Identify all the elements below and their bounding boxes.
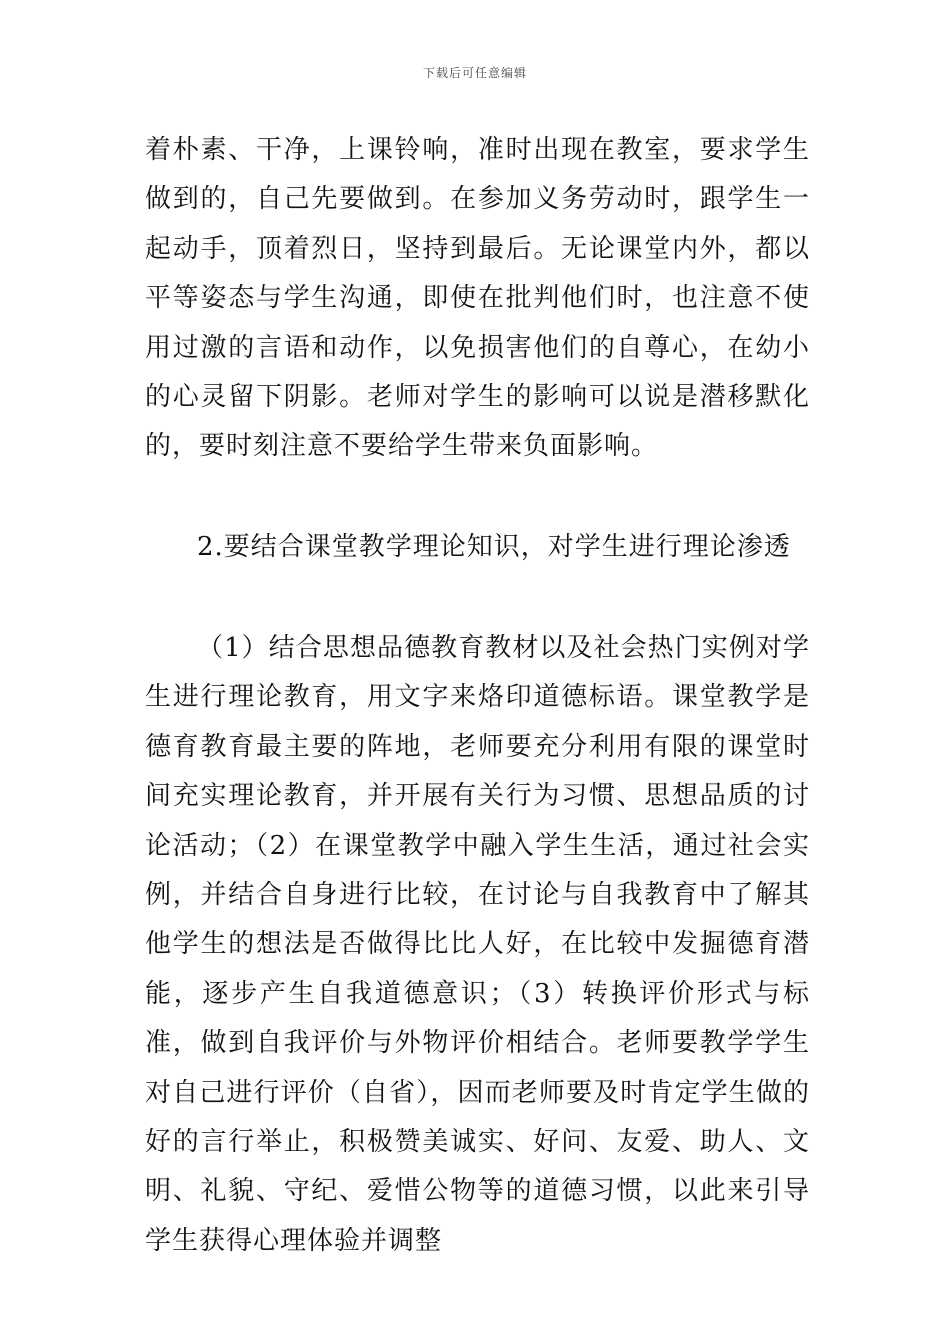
- paragraph-teacher-example: 着朴素、干净，上课铃响，准时出现在教室，要求学生做到的，自己先要做到。在参加义务劳动时，跟学生一起动手，顶着烈日，坚持到最后。无论课堂内外，都以平等姿态与学生沟通，即使在批判他们时，也注意不使用过激的言语和动作，以免损害他们的自尊心，在幼小的心灵留下阴影。老师对学生的影响可以说是潜移默化的，要时刻注意不要给学生带来负面影响。: [145, 135, 810, 462]
- header-note: 下载后可任意编辑: [422, 66, 527, 80]
- section-heading: 2.要结合课堂教学理论知识，对学生进行理论渗透: [197, 532, 791, 562]
- paragraph-theory-infiltration: （1）结合思想品德教育教材以及社会热门实例对学生进行理论教育，用文字来烙印道德标语。课堂教学是德育教育最主要的阵地，老师要充分利用有限的课堂时间充实理论教育，并开展有关行为习惯、思想品质的讨论活动；（2）在课堂教学中融入学生生活，通过社会实例，并结合自身进行比较，在讨论与自我教育中了解其他学生的想法是否做得比比人好，在比较中发掘德育潜能，逐步产生自我道德意识；（3）转换评价形式与标准，做到自我评价与外物评价相结合。老师要教学学生对自己进行评价（自省），因而老师要及时肯定学生做的好的言行举止，积极赞美诚实、好问、友爱、助人、文明、礼貌、守纪、爱惜公物等的道德习惯，以此来引导学生获得心理体验并调整: [145, 633, 810, 1256]
